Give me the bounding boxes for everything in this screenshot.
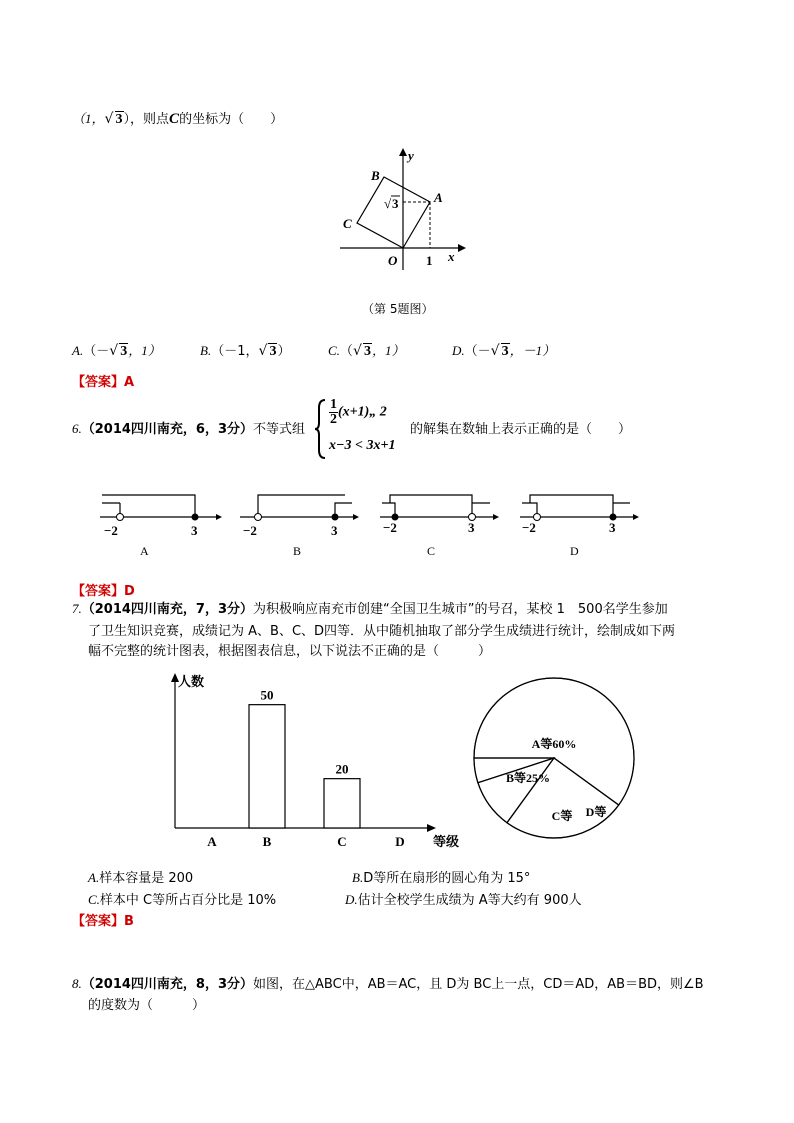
q6-answer: 【答案】D: [72, 584, 135, 599]
label-sqrt-value: 3: [392, 196, 399, 211]
q7-line2: 了卫生知识竞赛，成绩记为 A、B、C、D四等．从中随机抽取了部分学生成绩进行统计，绘制成如下两: [88, 624, 676, 639]
bar-x-label: 等级: [433, 834, 460, 849]
q5-figure: [330, 140, 470, 275]
tick-right: 3: [331, 523, 338, 538]
label-one: 1: [426, 253, 433, 268]
label-c: C: [343, 216, 352, 231]
number-line-label-b: B: [293, 544, 302, 558]
bar-b: [249, 705, 285, 828]
q6-stem-a: 不等式组: [253, 422, 306, 437]
number-line-b: [240, 495, 359, 538]
x-axis-arrow: [458, 244, 466, 252]
q5-option-b: B.（－1，√ 3）: [200, 340, 291, 360]
bar-category-label-d: D: [395, 834, 405, 849]
label-o: O: [388, 253, 398, 268]
bar-category-label-b: B: [262, 834, 272, 849]
bar-y-label: 人数: [178, 674, 205, 689]
ineq1-rest: (x+1)„ 2: [338, 404, 387, 420]
q6-number-lines: [90, 485, 650, 560]
sqrt-symbol: √ 3: [353, 344, 372, 360]
ineq1-denominator: 2: [330, 412, 337, 427]
q5-point-c: C: [169, 111, 180, 127]
sqrt-radical: √: [384, 196, 392, 211]
q7-option-a: A.样本容量是 200: [88, 870, 194, 886]
number-line-d: [520, 495, 639, 535]
q6-stem-b: 的解集在数轴上表示正确的是（ ）: [410, 422, 632, 437]
y-axis-arrow: [399, 148, 407, 156]
label-b: B: [371, 168, 380, 183]
q5-coord-prefix: （1，: [72, 111, 105, 126]
pie-label-2: B等25%: [505, 771, 551, 785]
q5-coord-suffix: ）: [123, 112, 131, 127]
sqrt-symbol: √ 3: [105, 112, 124, 128]
bar-c: [324, 779, 360, 828]
bar-value-label-c: 20: [335, 761, 349, 777]
number-line-a: [100, 495, 222, 538]
bar-category-label-a: A: [207, 834, 217, 849]
sqrt-symbol: √ 3: [109, 344, 128, 360]
bar-category-label-c: C: [337, 834, 347, 849]
number-line-c: [380, 495, 499, 535]
q7-option-b: B.D等所在扇形的圆心角为 15°: [352, 870, 531, 886]
number-line-label-a: A: [140, 544, 149, 558]
q5-stem-end: 的坐标为（ ）: [179, 112, 284, 127]
q5-answer: 【答案】A: [72, 375, 135, 390]
tick-left: −2: [383, 520, 397, 535]
q6-stem: [72, 418, 305, 437]
q6-source: （2014四川南充，6，3分）: [81, 422, 254, 437]
q6-number: 6.: [72, 421, 82, 436]
sqrt-symbol: √ 3: [258, 344, 277, 360]
q5-stem-tail: ，则点: [130, 112, 170, 127]
number-line-label-d: D: [570, 544, 579, 558]
label-y: y: [408, 148, 414, 163]
square-oabc: [357, 177, 430, 248]
tick-left: −2: [522, 520, 536, 535]
q7-pie-chart: [468, 672, 643, 847]
pie-label-3: C等: [551, 809, 573, 823]
brace-icon: [315, 398, 327, 460]
ineq2: x−3 < 3x+1: [329, 438, 396, 453]
q5-option-a: A.（－√ 3，1）: [72, 340, 161, 360]
q8-line1: 8.（2014四川南充，8，3分）如图，在△ABC中，AB＝AC，且 D为 BC上一点，CD＝AD，AB＝BD，则∠B: [72, 976, 704, 992]
q5-option-d: D.（－√ 3，－1）: [452, 340, 555, 360]
number-line-label-c: C: [427, 544, 436, 558]
q5-figure-caption: （第 5题图）: [362, 302, 434, 316]
q7-bar-chart: [165, 670, 475, 855]
q8-line2: 的度数为（ ）: [88, 998, 206, 1013]
tick-left: −2: [243, 523, 257, 538]
ineq1-numerator: 1: [330, 397, 337, 412]
label-a: A: [434, 190, 443, 205]
q7-option-c: C.样本中 C等所占百分比是 10%: [88, 892, 277, 908]
label-x: x: [448, 249, 455, 264]
q7-answer: 【答案】B: [72, 914, 134, 929]
q7-option-d: D.估计全校学生成绩为 A等大约有 900人: [345, 892, 582, 908]
tick-right: 3: [468, 520, 475, 535]
pie-label-1: A等60%: [531, 737, 577, 751]
q7-line1: 7.（2014四川南充，7，3分）为积极响应南充市创建“全国卫生城市”的号召，某校 1 500名学生参加: [72, 601, 668, 617]
tick-right: 3: [609, 520, 616, 535]
q7-line3: 幅不完整的统计图表，根据图表信息，以下说法不正确的是（ ）: [88, 644, 492, 659]
q5-option-c: C.（√ 3，1）: [328, 340, 404, 360]
sqrt-symbol: √ 3: [491, 344, 510, 360]
bar-x-arrow: [427, 824, 436, 832]
bar-value-label-b: 50: [260, 687, 274, 703]
pie-label-4: D等: [585, 805, 607, 819]
tick-right: 3: [191, 523, 198, 538]
tick-left: −2: [104, 523, 118, 538]
q5-stem: [72, 108, 283, 128]
